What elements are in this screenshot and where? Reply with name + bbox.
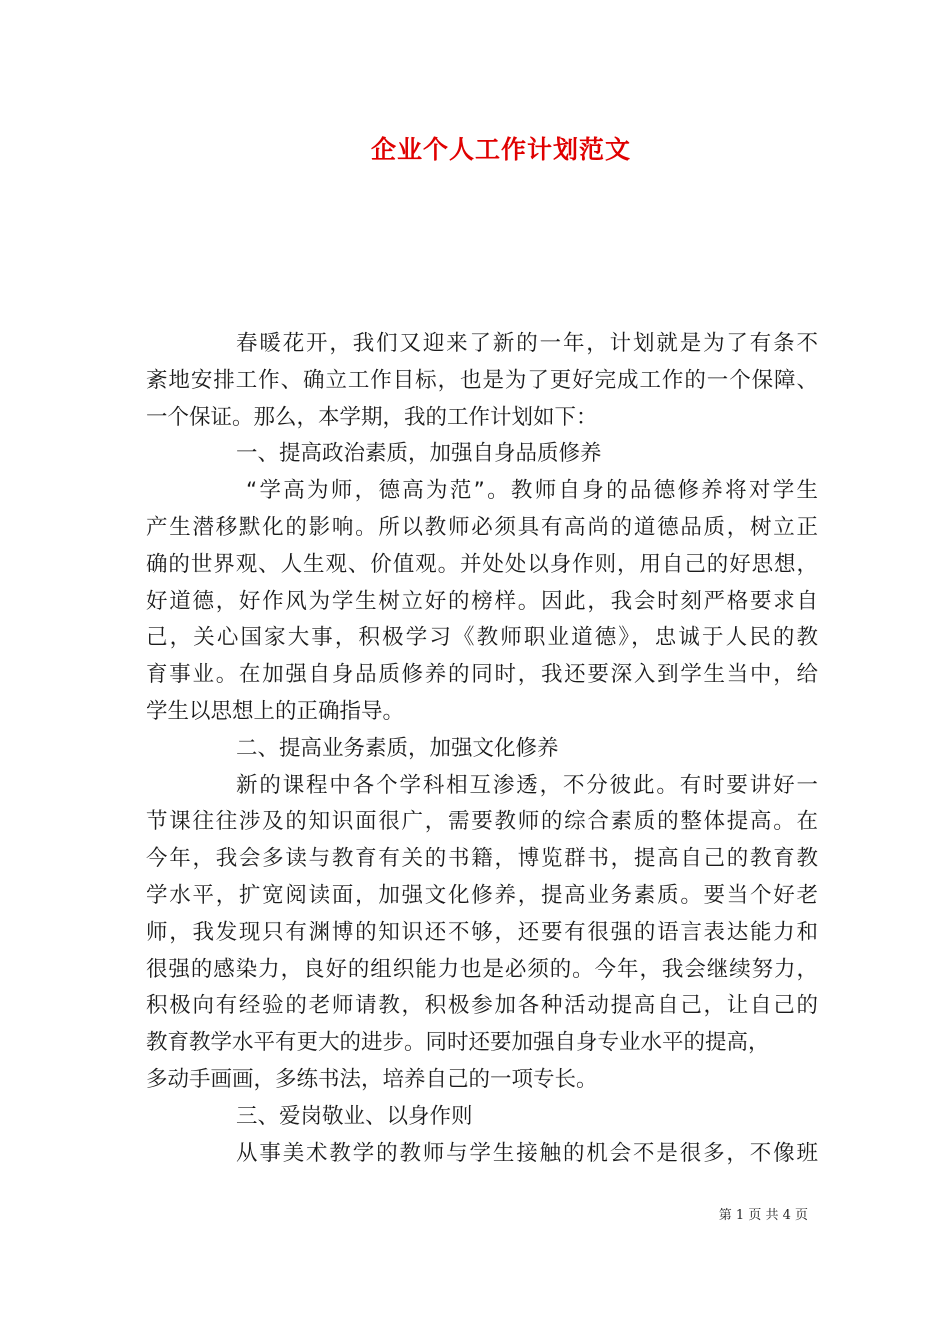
paragraph-line: 今年，我会多读与教育有关的书籍，博览群书，提高自己的教育教: [146, 846, 818, 872]
paragraph-line: 确的世界观、人生观、价值观。并处处以身作则，用自己的好思想，: [146, 551, 818, 577]
paragraph-line: 教育教学水平有更大的进步。同时还要加强自身专业水平的提高，: [146, 1030, 770, 1056]
paragraph-line: 育事业。在加强自身品质修养的同时，我还要深入到学生当中，给: [146, 662, 818, 688]
document-body: [146, 326, 818, 1172]
paragraph-line: “学高为师，德高为范”。教师自身的品德修养将对学生: [246, 478, 818, 504]
paragraph-line: 节课往往涉及的知识面很广，需要教师的综合素质的整体提高。在: [146, 809, 818, 835]
paragraph-line: 学水平，扩宽阅读面，加强文化修养，提高业务素质。要当个好老: [146, 882, 818, 908]
page-number-footer: 第 1 页 共 4 页: [718, 1208, 808, 1223]
paragraph-line: 好道德，好作风为学生树立好的榜样。因此，我会时刻严格要求自: [146, 588, 818, 614]
paragraph-line: 一个保证。那么，本学期，我的工作计划如下：: [146, 404, 598, 430]
section-heading-2: 二、提高业务素质，加强文化修养: [236, 735, 559, 761]
document-title: 企业个人工作计划范文: [370, 135, 631, 164]
section-heading-3: 三、爱岗敬业、以身作则: [236, 1103, 473, 1129]
paragraph-line: 多动手画画，多练书法，培养自己的一项专长。: [146, 1066, 598, 1092]
paragraph-line: 从事美术教学的教师与学生接触的机会不是很多，不像班: [236, 1140, 818, 1166]
paragraph-line: 积极向有经验的老师请教，积极参加各种活动提高自己，让自己的: [146, 993, 818, 1019]
paragraph-line: 学生以思想上的正确指导。: [146, 698, 405, 724]
paragraph-line: 己，关心国家大事，积极学习《教师职业道德》，忠诚于人民的教: [146, 625, 818, 651]
paragraph-line: 紊地安排工作、确立工作目标，也是为了更好完成工作的一个保障、: [146, 367, 818, 393]
paragraph-line: 产生潜移默化的影响。所以教师必须具有高尚的道德品质，树立正: [146, 514, 818, 540]
paragraph-line: 春暖花开，我们又迎来了新的一年，计划就是为了有条不: [236, 331, 818, 356]
section-heading-1: 一、提高政治素质，加强自身品质修养: [236, 441, 602, 467]
paragraph-line: 新的课程中各个学科相互渗透，不分彼此。有时要讲好一: [236, 772, 818, 798]
paragraph-line: 师，我发现只有渊博的知识还不够，还要有很强的语言表达能力和: [146, 919, 818, 945]
paragraph-line: 很强的感染力，良好的组织能力也是必须的。今年，我会继续努力，: [146, 956, 818, 982]
